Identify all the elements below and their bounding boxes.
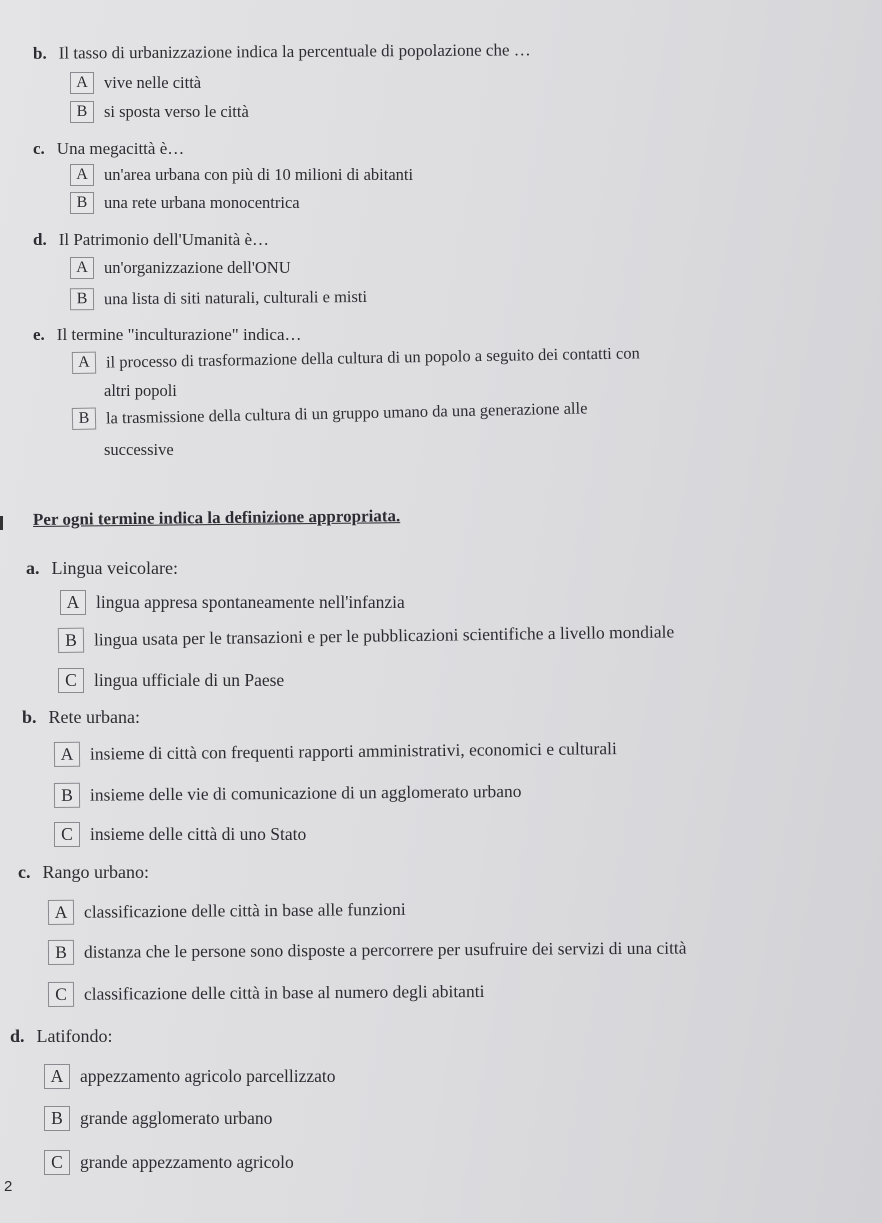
question-text: c. Una megacittà è…	[33, 139, 185, 158]
option-key-box[interactable]: C	[48, 982, 74, 1007]
option-key-box[interactable]: A	[70, 257, 94, 279]
option-key-box[interactable]: A	[54, 742, 80, 767]
option-key-box[interactable]: B	[70, 288, 94, 310]
question-text: a. Lingua veicolare:	[26, 558, 178, 578]
option-key-box[interactable]: A	[60, 590, 86, 615]
margin-mark	[0, 516, 3, 530]
answer-option[interactable]: B insieme delle vie di comunicazione di un agglomerato urbano	[54, 779, 522, 808]
option-key-box[interactable]: B	[48, 940, 74, 965]
answer-option[interactable]: A appezzamento agricolo parcellizzato	[44, 1064, 336, 1089]
answer-option[interactable]: A un'area urbana con più di 10 milioni di abitanti	[70, 164, 413, 186]
option-key-box[interactable]: B	[44, 1106, 70, 1131]
answer-option[interactable]: B grande agglomerato urbano	[44, 1106, 272, 1131]
option-key-box[interactable]: A	[70, 72, 94, 94]
answer-option[interactable]: B una rete urbana monocentrica	[70, 192, 300, 214]
option-text-continuation: altri popoli	[104, 381, 177, 400]
option-key-box[interactable]: B	[70, 192, 94, 214]
answer-option[interactable]: A vive nelle città	[70, 72, 201, 94]
answer-option[interactable]: A insieme di città con frequenti rapporti amministrativi, economici e culturali	[54, 736, 617, 767]
option-key-box[interactable]: C	[58, 668, 84, 693]
option-key-box[interactable]: B	[54, 783, 80, 808]
option-key-box[interactable]: C	[54, 822, 80, 847]
answer-option[interactable]: C lingua ufficiale di un Paese	[58, 668, 284, 693]
answer-option[interactable]: A lingua appresa spontaneamente nell'infanzia	[60, 590, 405, 615]
question-text: b. Il tasso di urbanizzazione indica la percentuale di popolazione che …	[32, 40, 531, 63]
option-key-box[interactable]: A	[70, 164, 94, 186]
option-key-box[interactable]: B	[72, 408, 96, 430]
option-key-box[interactable]: A	[72, 352, 96, 374]
question-text: e. Il termine "inculturazione" indica…	[33, 325, 302, 344]
answer-option[interactable]: A il processo di trasformazione della cultura di un popolo a seguito dei contatti con	[72, 342, 640, 374]
answer-option[interactable]: B la trasmissione della cultura di un gruppo umano da una generazione alle	[72, 397, 588, 430]
option-key-box[interactable]: C	[44, 1150, 70, 1175]
answer-option[interactable]: A classificazione delle città in base alle funzioni	[48, 897, 406, 925]
question-text: d. Il Patrimonio dell'Umanità è…	[33, 230, 270, 249]
answer-option[interactable]: A un'organizzazione dell'ONU	[70, 257, 291, 279]
answer-option[interactable]: C grande appezzamento agricolo	[44, 1150, 294, 1175]
question-text: c. Rango urbano:	[18, 862, 149, 882]
question-text: b. Rete urbana:	[22, 707, 140, 727]
answer-option[interactable]: B una lista di siti naturali, culturali e misti	[70, 286, 367, 311]
answer-option[interactable]: B distanza che le persone sono disposte a percorrere per usufruire dei servizi di una città	[48, 936, 687, 965]
option-key-box[interactable]: B	[70, 101, 94, 123]
option-text-continuation: successive	[104, 440, 174, 459]
answer-option[interactable]: C classificazione delle città in base al numero degli abitanti	[48, 979, 485, 1007]
answer-option[interactable]: B si sposta verso le città	[70, 101, 249, 123]
option-key-box[interactable]: B	[58, 628, 84, 653]
section-title: Per ogni termine indica la definizione appropriata.	[32, 506, 401, 529]
option-key-box[interactable]: A	[44, 1064, 70, 1089]
page-number: 2	[4, 1178, 13, 1195]
answer-option[interactable]: B lingua usata per le transazioni e per le pubblicazioni scientifiche a livello mondiale	[58, 619, 674, 653]
option-key-box[interactable]: A	[48, 900, 74, 925]
answer-option[interactable]: C insieme delle città di uno Stato	[54, 822, 306, 847]
question-text: d. Latifondo:	[10, 1026, 113, 1046]
